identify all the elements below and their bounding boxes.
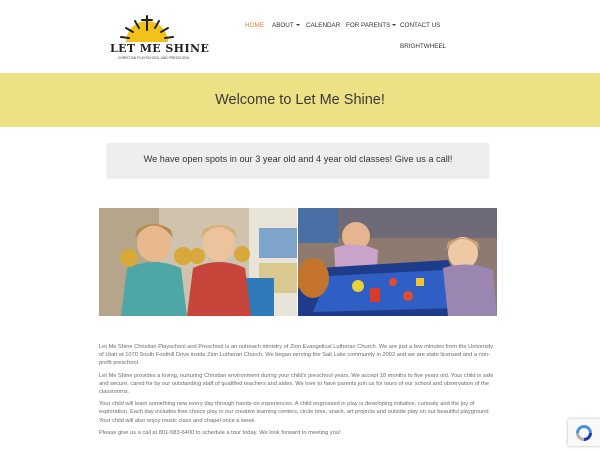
logo-tagline: CHRISTIAN PLAYSCHOOL AND PRESCHOOL <box>118 56 190 60</box>
intro-paragraph: Please give us a call at 801-583-6400 to schedule a tour today. We look forward to meeting you! <box>99 429 341 436</box>
photo-gallery <box>99 208 497 316</box>
notice-text: We have open spots in our 3 year old and 4 year old classes! Give us a call! <box>143 154 453 164</box>
recaptcha-icon <box>574 423 594 443</box>
nav-calendar[interactable] <box>306 22 340 29</box>
site-logo[interactable] <box>108 14 210 60</box>
nav-for-parents-label: FOR PARENTS <box>346 22 391 29</box>
nav-brightwheel-label: BRIGHTWHEEL <box>400 43 447 50</box>
sun-cross-icon <box>118 14 176 44</box>
nav-home[interactable] <box>245 22 264 29</box>
photo-painted-hands <box>99 208 297 316</box>
nav-contact-us-label: CONTACT US <box>400 22 441 29</box>
intro-paragraph: Your child will learn something new every day through hands-on experiences. A child engrossed in play is developing initiative, curiosity and the joy of exploration. Each day includes free choice play in our creative learning centers, circle time, snack, art projects and outside play on our beautiful playground. Your child will also enjoy music class and chapel once a week. <box>99 401 491 424</box>
hero-banner <box>0 73 600 127</box>
intro-text <box>99 343 497 441</box>
nav-brightwheel[interactable] <box>400 43 446 50</box>
site-header <box>0 0 600 73</box>
intro-paragraph: Let Me Shine provides a loving, nurturing Christian environment during your child's preschool years. We accept 18 months to five years old. Your child is safe and secure, cared for by our outstanding staff of qualified teachers and aides. We love to have parents join us for tours of our school and observation of the classrooms. <box>99 372 494 396</box>
chevron-down-icon <box>392 24 396 26</box>
recaptcha-badge[interactable] <box>568 419 600 446</box>
nav-for-parents[interactable] <box>346 22 396 29</box>
photo-water-table <box>298 208 497 316</box>
page-title: Welcome to Let Me Shine! <box>215 92 385 108</box>
nav-calendar-label: CALENDAR <box>306 22 341 29</box>
open-spots-notice <box>107 143 489 177</box>
logo-name: LET ME SHINE <box>110 42 210 55</box>
nav-about-label: ABOUT <box>272 22 294 29</box>
nav-home-label: HOME <box>245 22 264 29</box>
nav-contact-us[interactable] <box>400 22 440 29</box>
intro-paragraph: Let Me Shine Christian Playschool and Preschool is an outreach ministry of Zion Evangelical Lutheran Church. We are just a few minutes from the University of Utah at 1070 South Foothill Drive inside Zion Lutheran Church. We began serving the Salt Lake community in 2002 and we are state licensed and a non-profit preschool. <box>99 344 494 367</box>
nav-about[interactable] <box>272 22 300 29</box>
chevron-down-icon <box>296 24 300 26</box>
